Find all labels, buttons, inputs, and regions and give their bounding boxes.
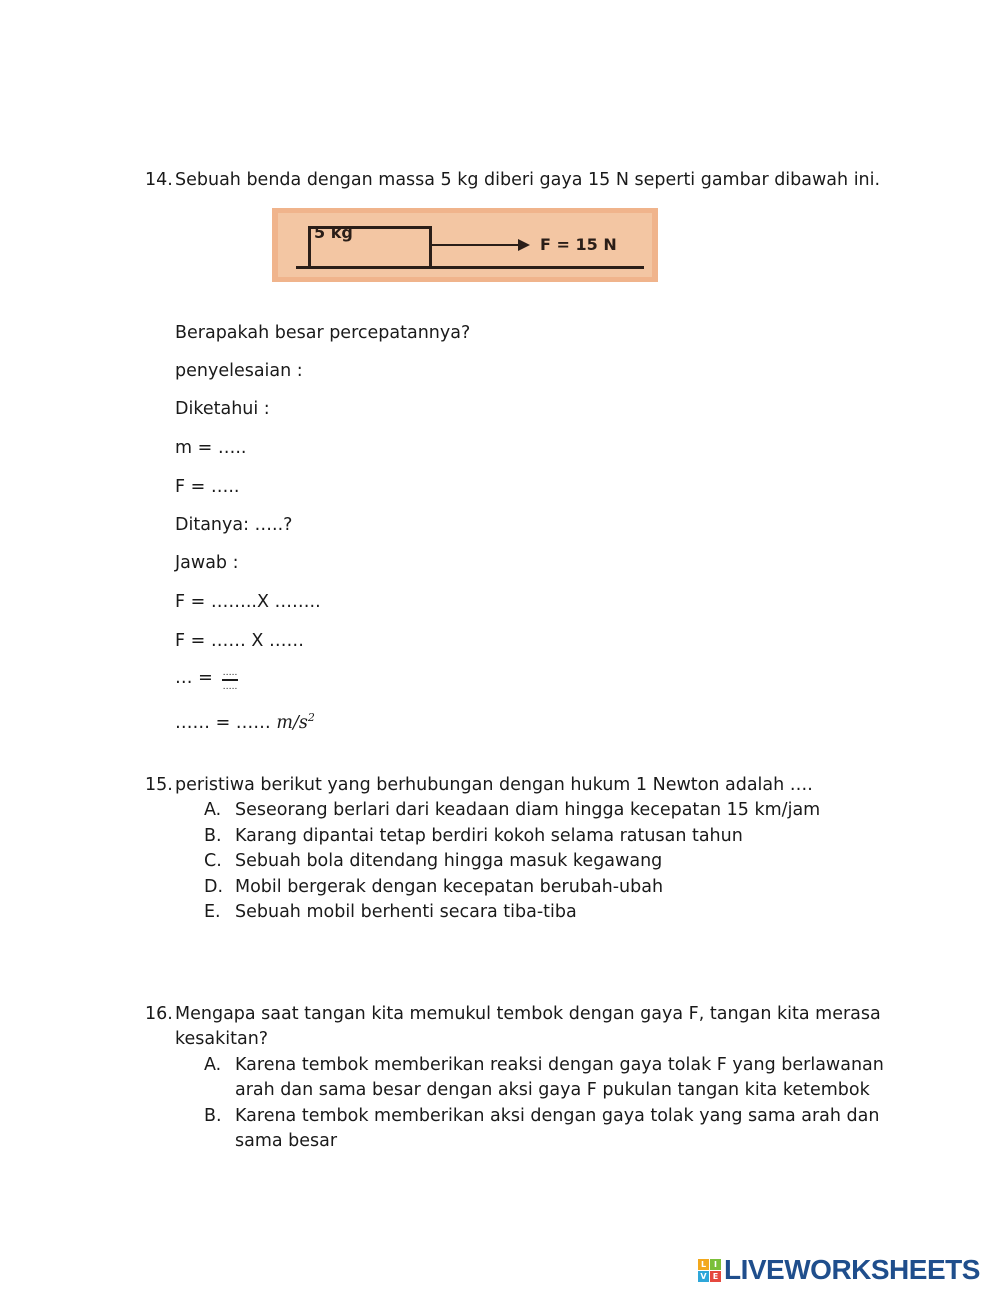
force-diagram — [272, 208, 658, 282]
q15-option-b[interactable]: Karang dipantai tetap berdiri kokoh selama ratusan tahun — [235, 826, 743, 846]
q14-asked-blank[interactable]: Ditanya: …..? — [175, 515, 293, 535]
question-15-number: 15. — [145, 775, 173, 795]
q14-fraction-lhs[interactable]: … = — [175, 668, 213, 688]
q16-option-a-line2[interactable]: arah dan sama besar dengan aksi gaya F pukulan tangan kita ketembok — [235, 1080, 870, 1100]
q16-option-b-line1[interactable]: Karena tembok memberikan aksi dengan gaya tolak yang sama arah dan — [235, 1106, 880, 1126]
question-15-text: peristiwa berikut yang berhubungan dengan hukum 1 Newton adalah …. — [175, 775, 813, 795]
q15-option-c[interactable]: Sebuah bola ditendang hingga masuk kegawang — [235, 851, 663, 871]
q15-option-e[interactable]: Sebuah mobil berhenti secara tiba-tiba — [235, 902, 577, 922]
logo-block-i: I — [710, 1259, 721, 1270]
q14-result-blank[interactable]: …… = …… — [175, 712, 271, 733]
q15-option-a[interactable]: Seseorang berlari dari keadaan diam hingga kecepatan 15 km/jam — [235, 800, 821, 820]
q16-option-a-line1[interactable]: Karena tembok memberikan reaksi dengan gaya tolak F yang berlawanan — [235, 1055, 884, 1075]
question-14-number: 14. — [145, 170, 173, 190]
q14-force-blank[interactable]: F = ….. — [175, 477, 240, 497]
q14-mass-blank[interactable]: m = ….. — [175, 438, 247, 458]
q14-solution-heading: penyelesaian : — [175, 361, 303, 381]
q14-fraction[interactable] — [222, 668, 238, 692]
q15-option-b-letter[interactable]: B. — [204, 826, 222, 846]
question-16-number: 16. — [145, 1004, 173, 1024]
question-16-text-line1: Mengapa saat tangan kita memukul tembok dengan gaya F, tangan kita merasa — [175, 1004, 881, 1024]
logo-block-v: V — [698, 1271, 709, 1282]
q15-option-d-letter[interactable]: D. — [204, 877, 224, 897]
logo-block-l: L — [698, 1259, 709, 1270]
question-14-text: Sebuah benda dengan massa 5 kg diberi gaya 15 N seperti gambar dibawah ini. — [175, 170, 881, 190]
q15-option-a-letter[interactable]: A. — [204, 800, 222, 820]
q15-option-c-letter[interactable]: C. — [204, 851, 222, 871]
logo-block-e: E — [710, 1271, 721, 1282]
q14-known-heading: Diketahui : — [175, 399, 270, 419]
q14-prompt: Berapakah besar percepatannya? — [175, 323, 471, 343]
logo-blocks-icon — [698, 1259, 721, 1282]
fraction-numerator[interactable]: ….. — [222, 668, 238, 678]
q14-result-line[interactable] — [175, 711, 315, 733]
q14-result-exponent: 2 — [307, 711, 315, 724]
force-label: F = 15 N — [540, 235, 617, 254]
q15-option-e-letter[interactable]: E. — [204, 902, 221, 922]
q16-option-b-line2[interactable]: sama besar — [235, 1131, 338, 1151]
liveworksheets-logo[interactable] — [698, 1255, 980, 1285]
q16-option-a-letter[interactable]: A. — [204, 1055, 222, 1075]
q14-substitution-blank[interactable]: F = …… X …… — [175, 631, 304, 651]
q14-result-unit: m/s — [276, 712, 308, 733]
arrow-head-icon — [518, 239, 530, 251]
q16-option-b-letter[interactable]: B. — [204, 1106, 222, 1126]
logo-text: LIVEWORKSHEETS — [724, 1254, 980, 1285]
force-arrow — [432, 244, 524, 246]
q14-answer-heading: Jawab : — [175, 553, 239, 573]
q15-option-d[interactable]: Mobil bergerak dengan kecepatan berubah-ubah — [235, 877, 664, 897]
mass-label: 5 kg — [314, 223, 353, 242]
fraction-bar — [222, 679, 238, 681]
fraction-denominator[interactable]: ….. — [222, 681, 238, 692]
ground-line — [296, 266, 644, 269]
question-16-text-line2: kesakitan? — [175, 1029, 269, 1049]
q14-formula-blank[interactable]: F = ……..X …….. — [175, 592, 321, 612]
